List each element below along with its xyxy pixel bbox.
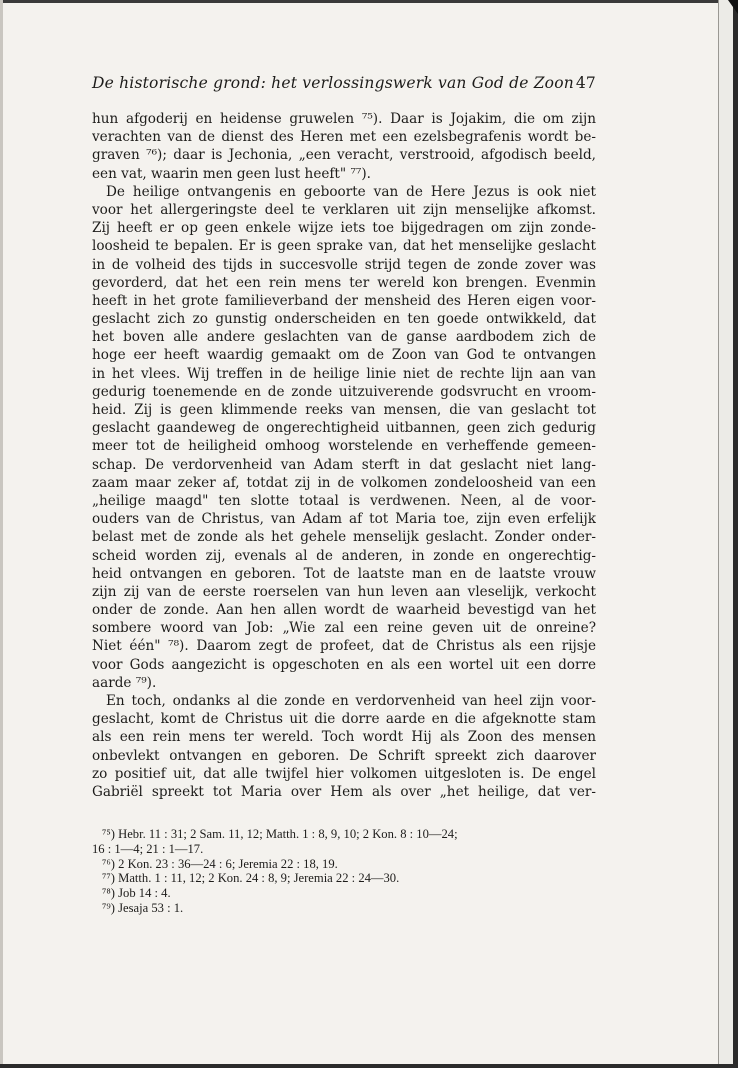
body-line: het boven alle andere geslachten van de ganse aardbodem zich de: [92, 329, 596, 346]
running-title: De historische grond: het verlossingswerk van God de Zoon: [92, 74, 574, 92]
body-line: belast met de zonde als het gehele menselijk geslacht. Zonder onder-: [92, 529, 596, 546]
body-line: meer tot de heiligheid omhoog worstelende en verheffende gemeen-: [92, 438, 596, 455]
footnote-line: ⁷⁸) Job 14 : 4.: [102, 886, 171, 901]
body-line: ouders van de Christus, van Adam af tot Maria toe, zijn even erfelijk: [92, 511, 596, 528]
scan-edge-right: [733, 0, 738, 1068]
scan-edge-right-margin: [718, 0, 733, 1068]
body-line: zaam maar zeker af, totdat zij in de volkomen zondeloosheid van een: [92, 474, 596, 491]
scan-corner-mark: [728, 0, 738, 14]
body-line: voor Gods aangezicht is opgeschoten en als een wortel uit een dorre: [92, 656, 596, 673]
body-line: hoge eer heeft waardig gemaakt om de Zoon van God te ontvangen: [92, 347, 596, 364]
body-line: zijn zij van de eerste roerselen van hun leven aan vleselijk, verkocht: [92, 583, 596, 600]
body-line: in het vlees. Wij treffen in de heilige linie niet de rechte lijn aan van: [92, 365, 596, 382]
body-line: heid. Zij is geen klimmende reeks van mensen, die van geslacht tot: [92, 402, 596, 418]
body-line: geslacht zich zo gunstig onderscheiden en ten goede ontwikkeld, dat: [92, 311, 596, 328]
footnote-line: ⁷⁶) 2 Kon. 23 : 36—24 : 6; Jeremia 22 : 18, 19.: [102, 856, 338, 871]
footnote-line: ⁷⁹) Jesaja 53 : 1.: [102, 900, 184, 915]
body-line: als een rein mens ter wereld. Toch wordt Hij als Zoon des mensen: [92, 729, 596, 746]
body-line: verachten van de dienst des Heren met een ezelsbegrafenis wordt be-: [92, 129, 596, 146]
body-line: schap. De verdorvenheid van Adam sterft in dat geslacht niet lang-: [92, 456, 596, 473]
body-line: En toch, ondanks al die zonde en verdorvenheid van heel zijn voor-: [106, 693, 596, 709]
page-number: 47: [575, 74, 596, 92]
body-line: geslacht gaandeweg de ongerechtigheid uitbannen, geen zich gedurig: [92, 420, 596, 437]
body-line: voor het allergeringste deel te verklaren uit zijn menselijke afkomst.: [92, 201, 596, 218]
body-line: heeft in het grote familieverband der mensheid des Heren eigen voor-: [92, 292, 596, 309]
body-line: „heilige maagd" ten slotte totaal is verdwenen. Neen, al de voor-: [92, 492, 596, 509]
body-line: onder de zonde. Aan hen allen wordt de waarheid bevestigd van het: [92, 602, 596, 619]
footnote-line: ⁷⁵) Hebr. 11 : 31; 2 Sam. 11, 12; Matth. 1 : 8, 9, 10; 2 Kon. 8 : 10—24;: [102, 827, 458, 841]
scan-edge-bottom: [0, 1064, 738, 1068]
body-line: een vat, waarin men geen lust heeft" ⁷⁷).: [92, 165, 371, 182]
body-line: scheid worden zij, evenals al de anderen, in zonde en ongerechtig-: [92, 547, 596, 564]
body-line: gedurig toenemende en de zonde uitzuiverende godsvrucht en vroom-: [92, 383, 596, 400]
body-line: zo positief uit, dat alle twijfel hier volkomen uitgesloten is. De engel: [92, 765, 596, 782]
running-header: [92, 74, 596, 96]
body-line: sombere woord van Job: „Wie zal een reine geven uit de onreine?: [92, 620, 596, 637]
body-line: aarde ⁷⁹).: [92, 674, 157, 691]
body-line: Niet één" ⁷⁸). Daarom zegt de profeet, dat de Christus als een rijsje: [92, 638, 596, 655]
scan-edge-top: [0, 0, 738, 3]
footnote-line: 16 : 1—4; 21 : 1—17.: [92, 841, 204, 856]
body-line: geslacht, komt de Christus uit die dorre aarde en die afgeknotte stam: [92, 711, 596, 728]
body-line: in de volheid des tijds in succesvolle strijd tegen de zonde zover was: [92, 256, 596, 273]
body-line: onbevlekt ontvangen en geboren. De Schrift spreekt zich daarover: [92, 747, 596, 764]
body-line: hun afgoderij en heidense gruwelen ⁷⁵). Daar is Jojakim, die om zijn: [92, 111, 596, 127]
body-line: De heilige ontvangenis en geboorte van de Here Jezus is ook niet: [106, 183, 596, 200]
body-line: Gabriël spreekt tot Maria over Hem als over „het heilige, dat ver-: [92, 783, 596, 800]
body-line: graven ⁷⁶); daar is Jechonia, „een veracht, verstrooid, afgodisch beeld,: [92, 147, 596, 164]
body-text: [92, 110, 596, 801]
body-line: heid ontvangen en geboren. Tot de laatste man en de laatste vrouw: [92, 565, 596, 582]
footnote-line: ⁷⁷) Matth. 1 : 11, 12; 2 Kon. 24 : 8, 9; Jeremia 22 : 24—30.: [102, 871, 400, 886]
body-line: Zij heeft er op geen enkele wijze iets toe bijgedragen om zijn zonde-: [92, 220, 596, 237]
scan-edge-left: [0, 0, 3, 1068]
footnotes: [92, 827, 596, 916]
body-line: loosheid te bepalen. Er is geen sprake van, dat het menselijke geslacht: [92, 238, 596, 255]
body-line: gevorderd, dat het een rein mens ter wereld kon brengen. Evenmin: [92, 274, 596, 291]
